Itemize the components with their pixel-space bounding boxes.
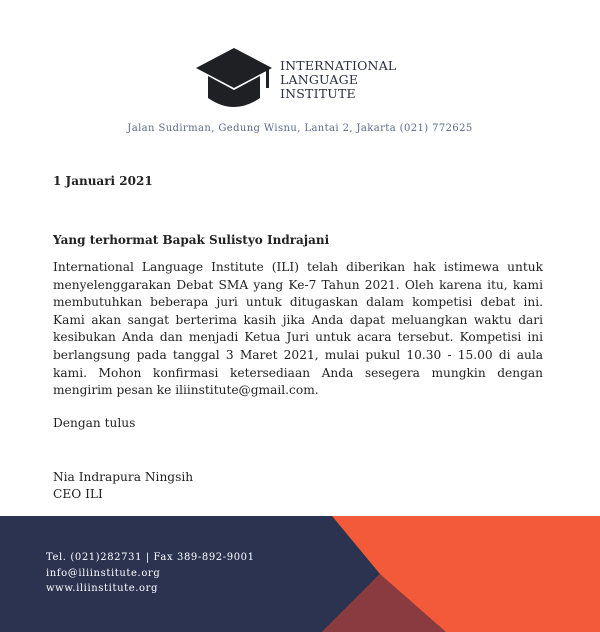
logo-wordmark <box>280 59 396 101</box>
signer-title: CEO ILI <box>53 487 103 501</box>
logo-line-1: INTERNATIONAL <box>280 58 397 73</box>
letter-body: International Language Institute (ILI) telah diberikan hak istimewa untuk menyelenggarakan Debat SMA yang Ke-7 Tahun 2021. Oleh karena itu, kami membutuhkan beberapa juri untuk ditugaskan dalam kompetisi debat ini. Kami akan sangat berterima kasih jika Anda dapat meluangkan waktu dari kesibukan Anda dan menjadi Ketua Juri untuk acara tersebut. Kompetisi ini berlangsung pada tanggal 3 Maret 2021, mulai pukul 10.30 - 15.00 di aula kami. Mohon konfirmasi ketersediaan Anda sesegera mungkin dengan mengirim pesan ke iliinstitute@gmail.com. <box>53 260 543 398</box>
letter-closing: Dengan tulus <box>53 416 136 430</box>
signature-block <box>53 469 193 503</box>
institute-logo <box>194 46 434 112</box>
letter-salutation: Yang terhormat Bapak Sulistyo Indrajani <box>53 233 330 247</box>
signer-name: Nia Indrapura Ningsih <box>53 470 194 484</box>
logo-line-3: INSTITUTE <box>280 86 356 101</box>
letterhead-address: Jalan Sudirman, Gedung Wisnu, Lantai 2, Jakarta (021) 772625 <box>127 123 473 134</box>
footer-phone-fax: Tel. (021)282731 | Fax 389-892-9001 <box>46 552 255 563</box>
graduation-cap-icon <box>194 46 274 112</box>
logo-line-2: LANGUAGE <box>280 72 359 87</box>
footer-email[interactable]: info@iliinstitute.org <box>46 567 161 579</box>
footer-contact <box>46 550 255 597</box>
letter-date: 1 Januari 2021 <box>53 174 153 188</box>
footer-website[interactable]: www.iliinstitute.org <box>46 583 159 594</box>
